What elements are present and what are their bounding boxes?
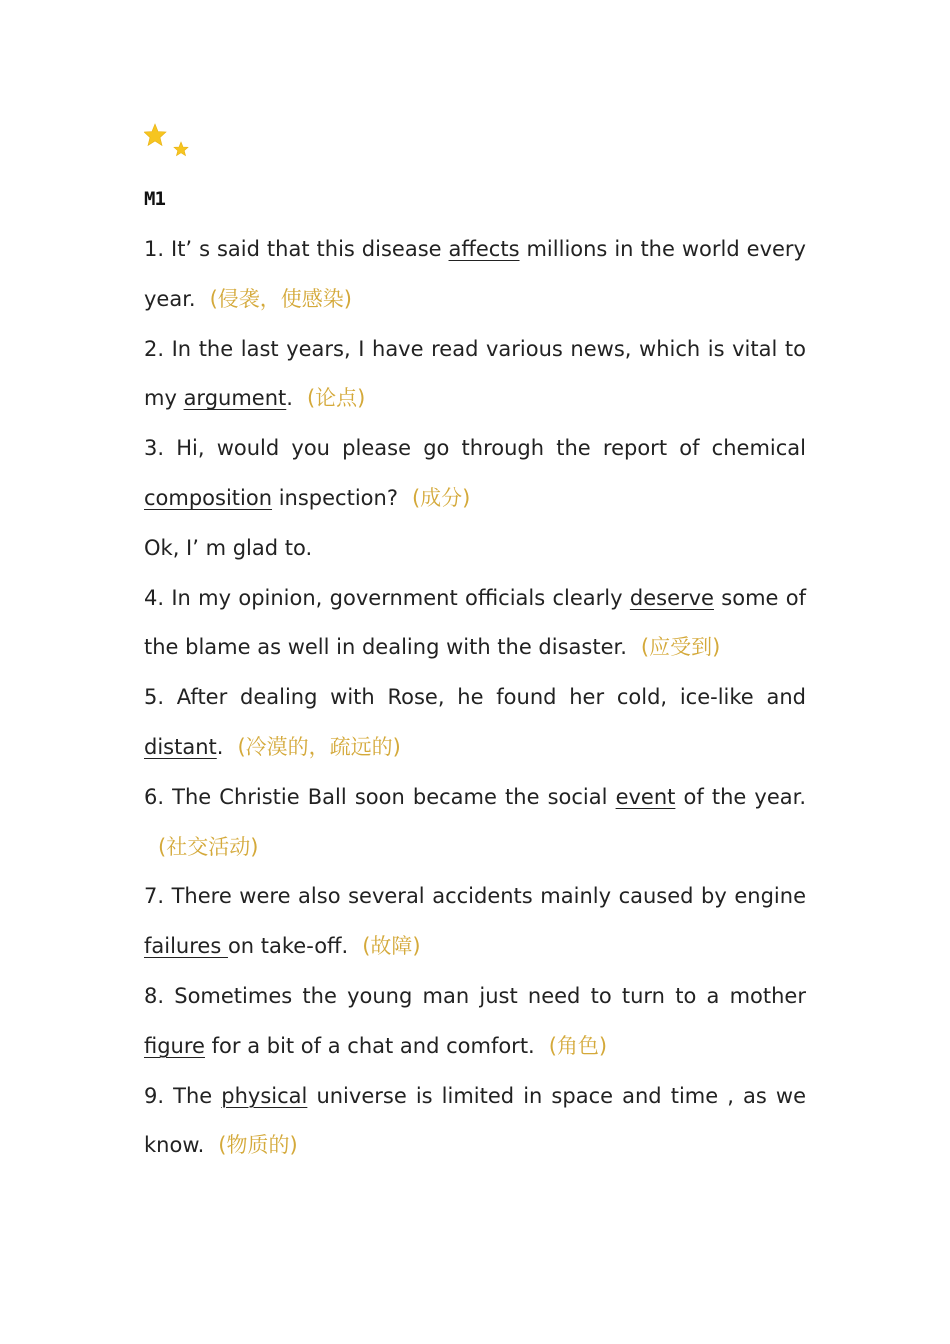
sentence-8: 8. Sometimes the young man just need to turn to a mother figure for a bit of a chat and comfort. (角色) (144, 983, 806, 1058)
translation-gloss: (角色) (548, 1033, 608, 1058)
vocab-word: distant (144, 734, 217, 759)
large-star-icon (144, 124, 166, 146)
vocab-word: deserve (629, 585, 714, 610)
translation-gloss: (论点) (306, 386, 366, 411)
small-star-icon (174, 142, 188, 156)
sentence-9: 9. The physical universe is limited in space and time , as we know. (物质的) (144, 1083, 806, 1158)
sentence-2: 2. In the last years, I have read various news, which is vital to my argument. (论点) (144, 336, 806, 411)
sentence-7: 7. There were also several accidents mainly caused by engine failures on take-off. (故障) (144, 884, 806, 959)
vocab-word: composition (144, 485, 273, 510)
translation-gloss: (应受到) (640, 635, 721, 660)
vocab-word: event (615, 784, 676, 809)
translation-gloss: (社交活动) (158, 834, 259, 859)
reply-line: Ok, I’ m glad to. (144, 535, 313, 560)
vocab-word: failures (144, 934, 228, 959)
vocab-word: physical (221, 1083, 308, 1108)
vocab-word: argument (183, 386, 287, 411)
translation-gloss: (侵袭，使感染) (209, 286, 352, 311)
vocab-word: affects (448, 237, 520, 261)
sentence-4: 4. In my opinion, government officials clearly deserve some of the blame as well in dealing with the disaster. (应受到) (144, 585, 807, 660)
two-stars-icon (144, 122, 194, 164)
sentence-6: 6. The Christie Ball soon became the social event of the year.(社交活动) (144, 784, 807, 859)
translation-gloss: (物质的) (218, 1133, 298, 1158)
translation-gloss: (冷漠的，疏远的) (237, 734, 401, 759)
section-label: M1 (144, 188, 165, 210)
sentence-list (144, 225, 806, 1171)
translation-gloss: (成分) (411, 485, 471, 510)
sentence-1: 1. It’ s said that this disease affects millions in the world every year. (侵袭，使感染) (144, 237, 806, 311)
translation-gloss: (故障) (362, 934, 421, 959)
sentence-3: 3. Hi, would you please go through the report of chemical composition inspection? (成分) (144, 436, 806, 510)
vocab-word: figure (144, 1033, 205, 1058)
sentence-5: 5. After dealing with Rose, he found her cold, ice-like and distant. (冷漠的，疏远的) (144, 685, 806, 759)
